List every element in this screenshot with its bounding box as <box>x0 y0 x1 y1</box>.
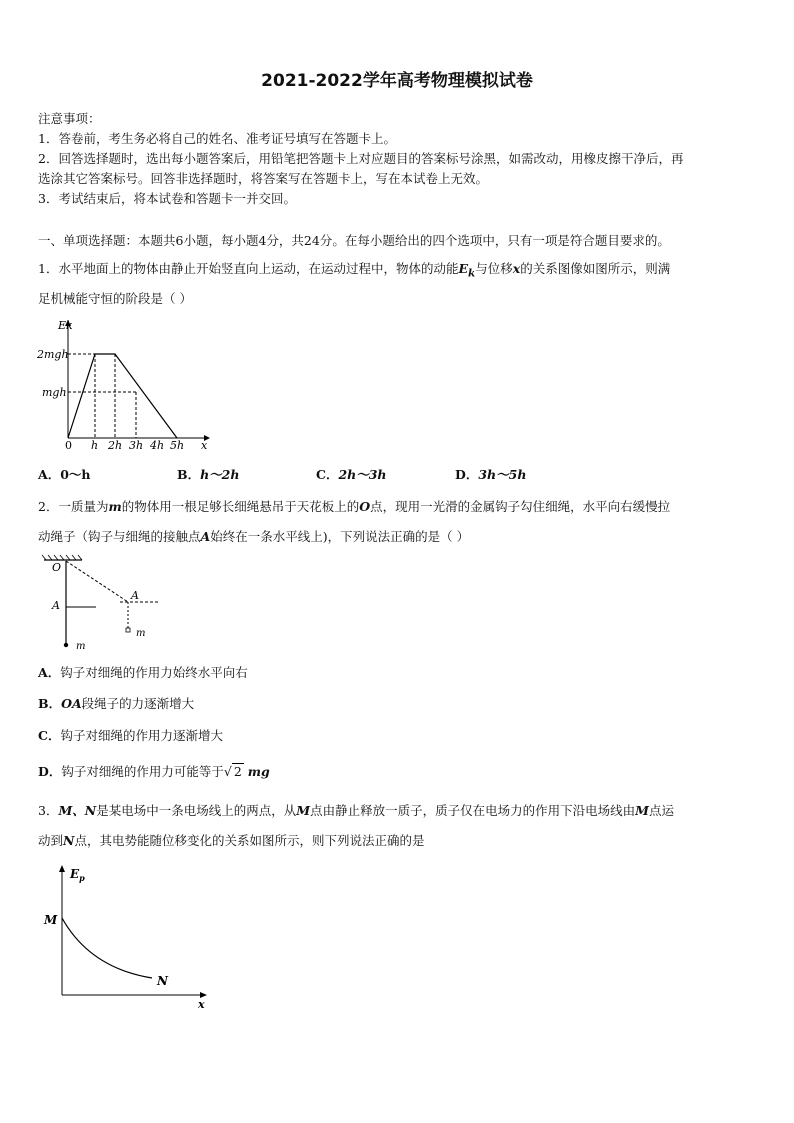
section-heading: 一、单项选择题：本题共6小题，每小题4分，共24分。在每小题给出的四个选项中，只有一项是符合题目要求的。 <box>38 233 670 248</box>
mass-left-label: m <box>76 641 86 652</box>
q1-option-c: C．2h～3h <box>316 467 387 482</box>
question-1-line-2: 足机械能守恒的阶段是（ ） <box>38 291 192 306</box>
notice-item: 1．答卷前，考生务必将自己的姓名、准考证号填写在答题卡上。 <box>38 131 396 146</box>
x-axis-label: x <box>201 439 208 452</box>
q1-option-b: B．h～2h <box>177 467 240 482</box>
point-o-label: O <box>52 561 62 574</box>
q1-option-d: D．3h～5h <box>455 467 527 482</box>
page-title: 2021-2022学年高考物理模拟试卷 <box>261 71 533 91</box>
q2-option-c: C．钩子对细绳的作用力逐渐增大 <box>38 728 223 743</box>
point-a-left-label: A <box>52 599 60 612</box>
x-tick-2h: 2h <box>108 439 123 452</box>
mass-right-label: m <box>136 628 146 639</box>
x-tick-3h: 3h <box>129 439 144 452</box>
q2-option-d: D．钩子对细绳的作用力可能等于√ 2 mg <box>38 764 270 779</box>
ek-curve <box>68 354 177 438</box>
y-axis-label: Ek <box>58 319 73 332</box>
potential-energy-graph <box>38 860 218 1015</box>
x-tick-h: h <box>91 439 99 452</box>
x-tick-5h: 5h <box>170 439 185 452</box>
y-tick-2mgh: 2mgh <box>37 348 69 361</box>
mass-right <box>126 628 130 632</box>
point-m-label: M <box>44 913 58 927</box>
question-2-line-1: 2．一质量为m的物体用一根足够长细绳悬吊于天花板上的O点，现用一光滑的金属钩子勾住细绳，水平向右缓慢拉 <box>38 499 671 514</box>
notice-heading: 注意事项： <box>38 111 101 126</box>
q2-option-b: B．OA段绳子的力逐渐增大 <box>38 696 195 711</box>
point-a-right-label: A <box>131 589 139 602</box>
question-1-line-1: 1．水平地面上的物体由静止开始竖直向上运动，在运动过程中，物体的动能$E_k$与位移x的关系图像如图所示，则满 <box>38 261 671 280</box>
y-axis-arrow <box>59 865 65 872</box>
q1-option-a: A．0～h <box>38 467 91 482</box>
q2-option-a: A．钩子对细绳的作用力始终水平向右 <box>38 665 248 680</box>
y-axis-label: $E_p$ <box>70 867 85 883</box>
x-tick-4h: 4h <box>150 439 165 452</box>
notice-item: 3．考试结束后，将本试卷和答题卡一并交回。 <box>38 191 296 206</box>
notice-item: 2．回答选择题时，选出每小题答案后，用铅笔把答题卡上对应题目的答案标号涂黑，如需改动，用橡皮擦干净后，再 <box>38 151 684 166</box>
point-n-label: N <box>157 974 168 988</box>
question-3-line-1: 3．M、N是某电场中一条电场线上的两点，从M点由静止释放一质子，质子仅在电场力的作用下沿电场线由M点运 <box>38 803 674 818</box>
question-2-line-2: 动绳子（钩子与细绳的接触点A始终在一条水平线上)，下列说法正确的是（ ） <box>38 529 470 544</box>
kinetic-energy-graph <box>36 318 226 453</box>
notice-item: 选涂其它答案标号。回答非选择题时，将答案写在答题卡上，写在本试卷上无效。 <box>38 171 489 186</box>
x-tick-0: 0 <box>65 439 72 452</box>
question-3-line-2: 动到N点，其电势能随位移变化的关系如图所示，则下列说法正确的是 <box>38 833 425 848</box>
mass-left <box>64 643 68 647</box>
ep-curve <box>62 918 152 978</box>
x-axis-label: x <box>198 998 205 1011</box>
rope-hook-figure <box>40 554 170 654</box>
y-tick-mgh: mgh <box>42 386 67 399</box>
displaced-rope-oa <box>66 561 128 602</box>
